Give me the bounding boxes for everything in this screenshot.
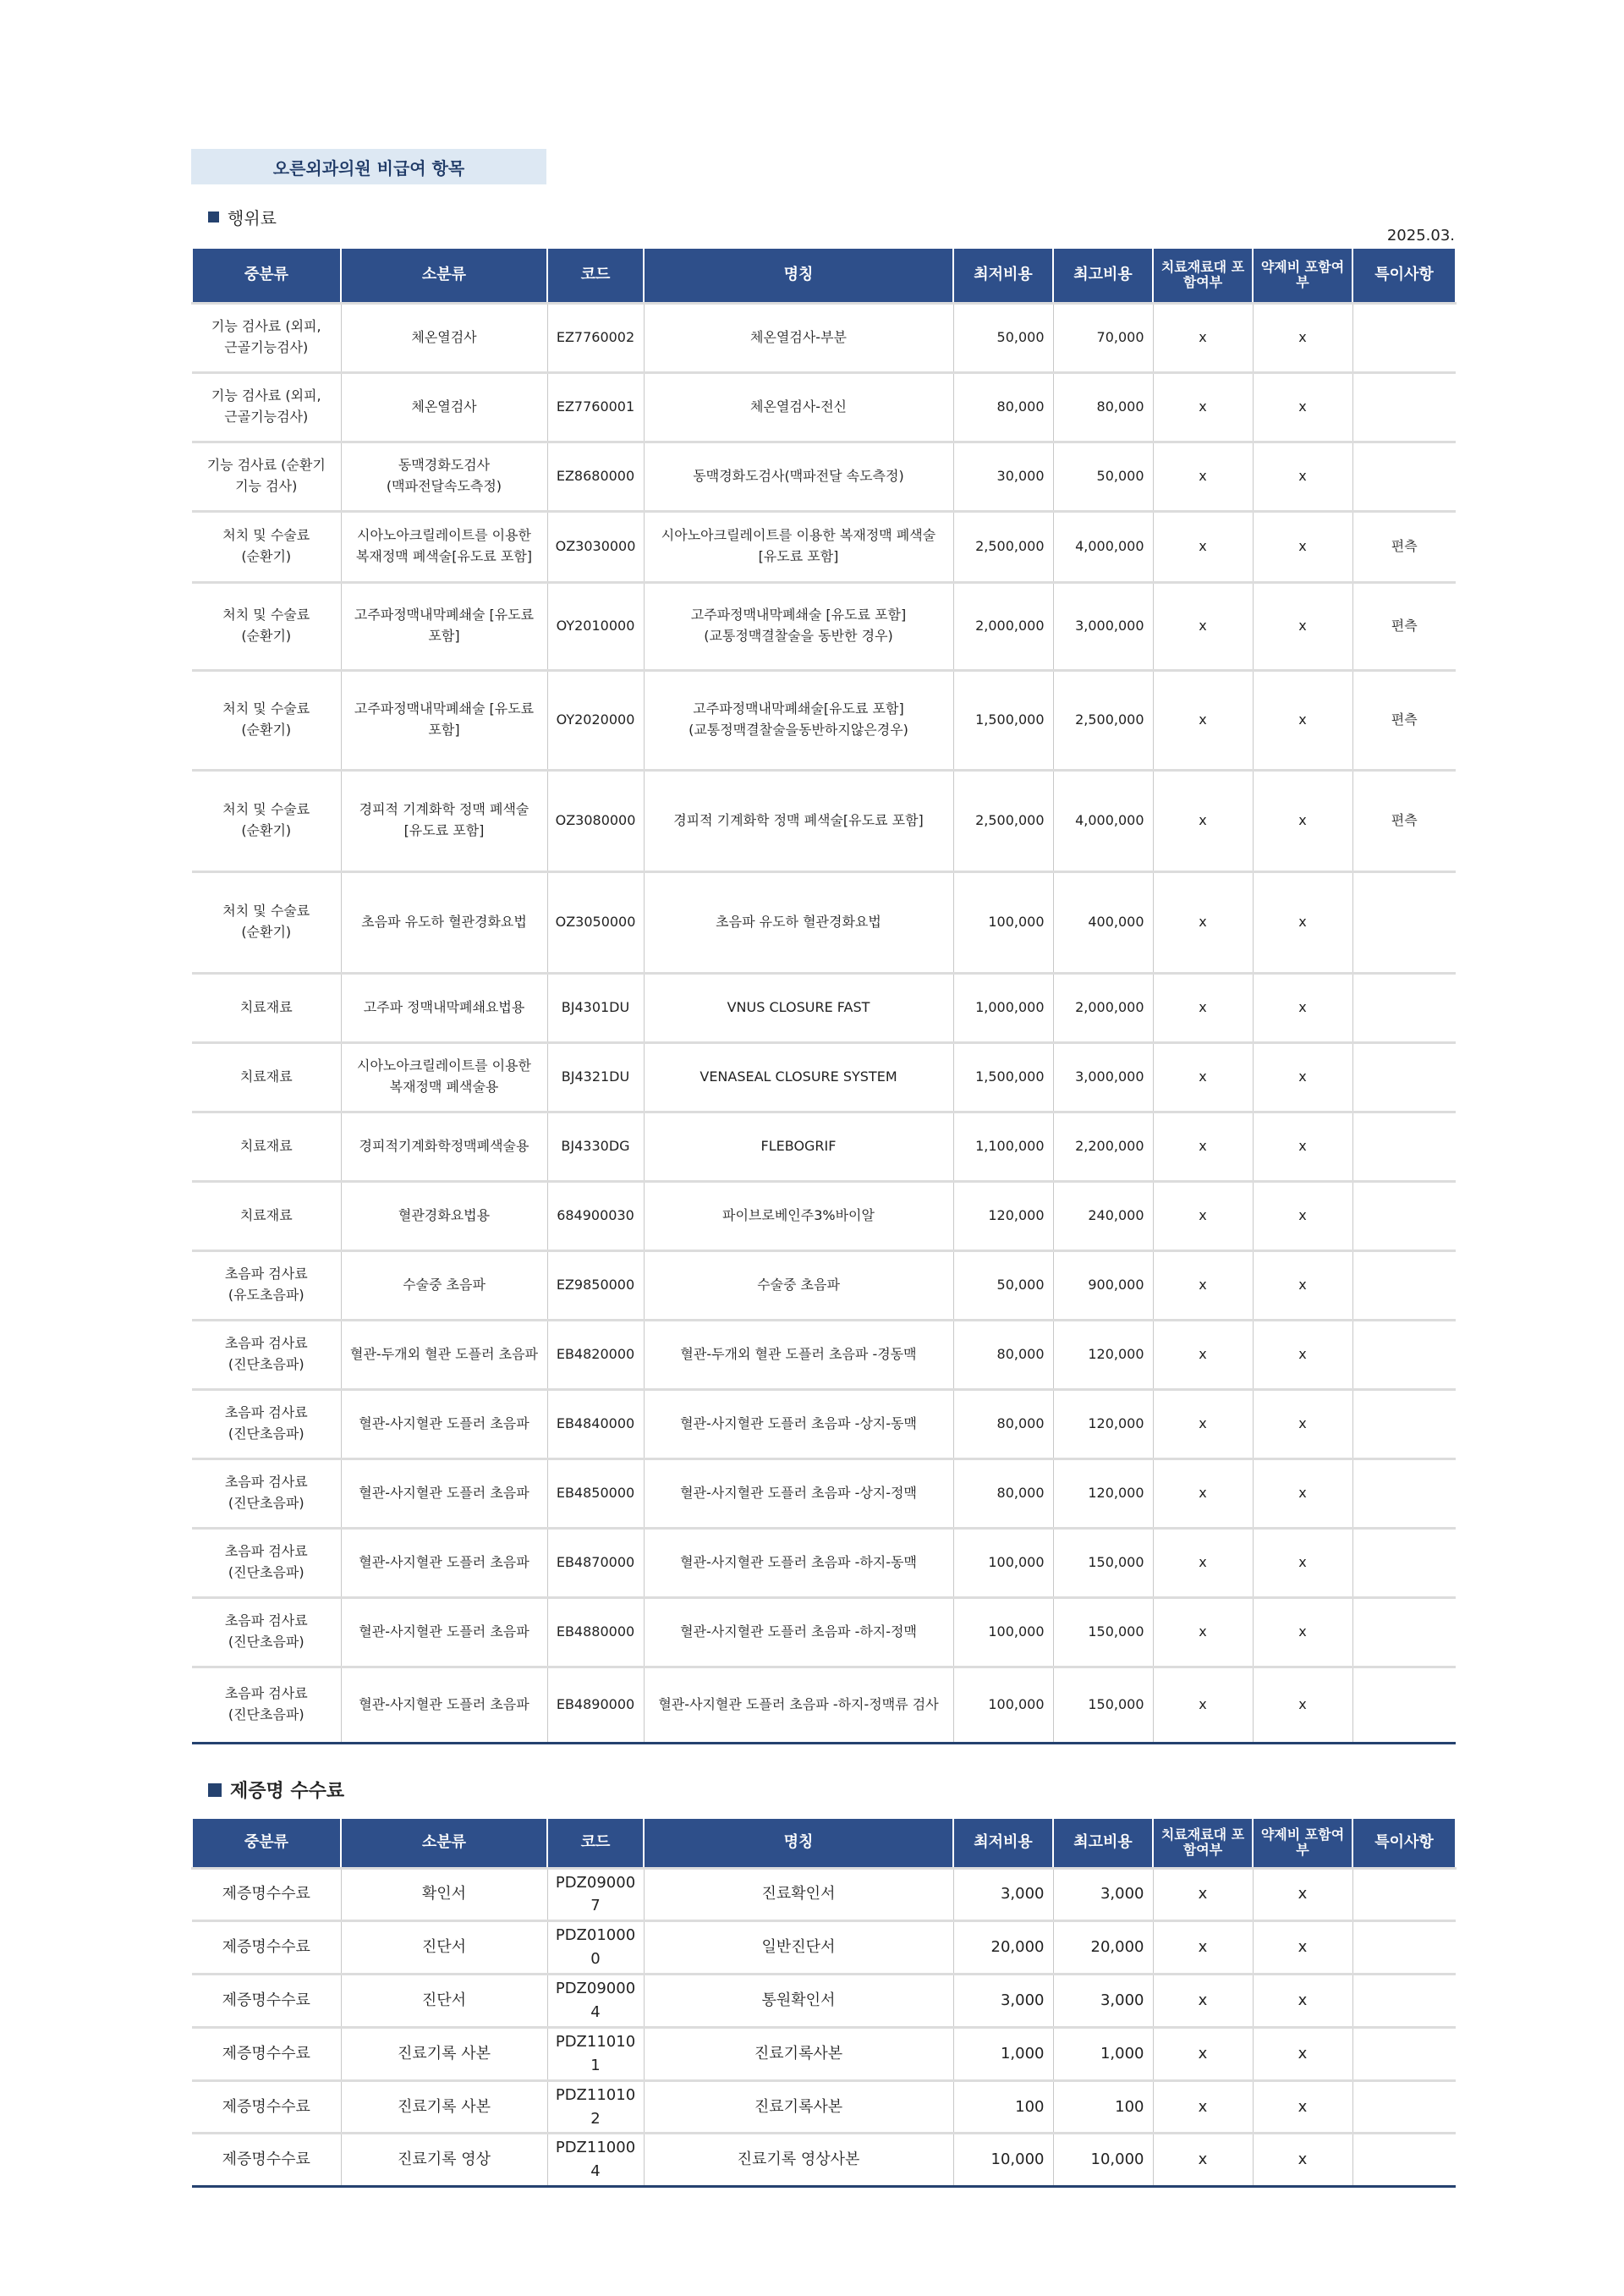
- max-cost-cell: 20,000: [1053, 1921, 1153, 1975]
- remarks-cell: [1352, 1975, 1456, 2028]
- code-cell: EZ7760001: [547, 372, 644, 442]
- min-cost-cell: 100,000: [953, 871, 1053, 973]
- max-cost-cell: 120,000: [1053, 1320, 1153, 1389]
- max-cost-cell: 10,000: [1053, 2134, 1153, 2187]
- category-cell: 처치 및 수술료 (순환기): [192, 770, 341, 871]
- code-cell: OZ3030000: [547, 511, 644, 582]
- name-cell: 혈관-사지혈관 도플러 초음파 -상지-정맥: [644, 1458, 953, 1528]
- drug-included-cell: x: [1253, 372, 1352, 442]
- material-included-cell: x: [1153, 372, 1253, 442]
- drug-included-cell: x: [1253, 1975, 1352, 2028]
- table-row: [192, 303, 1456, 372]
- material-included-cell: x: [1153, 1975, 1253, 2028]
- subcategory-cell: 혈관경화요법용: [341, 1181, 547, 1250]
- drug-included-cell: x: [1253, 1597, 1352, 1667]
- table-row: [192, 1112, 1456, 1181]
- drug-included-cell: x: [1253, 442, 1352, 511]
- material-included-cell: x: [1153, 871, 1253, 973]
- subcategory-cell: 고주파정맥내막폐쇄술 [유도료 포함]: [341, 670, 547, 770]
- document-date: 2025.03.: [1386, 227, 1455, 244]
- category-cell: 처치 및 수술료 (순환기): [192, 582, 341, 670]
- code-cell: EB4850000: [547, 1458, 644, 1528]
- remarks-cell: [1352, 1921, 1456, 1975]
- category-cell: 기능 검사료 (외피, 근골기능검사): [192, 303, 341, 372]
- max-cost-cell: 150,000: [1053, 1528, 1153, 1597]
- max-cost-cell: 3,000,000: [1053, 1042, 1153, 1112]
- drug-included-cell: x: [1253, 770, 1352, 871]
- min-cost-cell: 2,500,000: [953, 770, 1053, 871]
- min-cost-cell: 1,100,000: [953, 1112, 1053, 1181]
- subcategory-cell: 동맥경화도검사 (맥파전달속도측정): [341, 442, 547, 511]
- drug-included-cell: x: [1253, 1667, 1352, 1743]
- material-included-cell: x: [1153, 303, 1253, 372]
- category-cell: 처치 및 수술료 (순환기): [192, 511, 341, 582]
- category-cell: 처치 및 수술료 (순환기): [192, 670, 341, 770]
- table-body: [192, 303, 1456, 1743]
- material-included-cell: x: [1153, 2080, 1253, 2134]
- table-row: [192, 770, 1456, 871]
- max-cost-cell: 120,000: [1053, 1458, 1153, 1528]
- col-header-code: 코드: [547, 249, 644, 303]
- table-header-row: [192, 249, 1456, 303]
- subcategory-cell: 진료기록 사본: [341, 2027, 547, 2080]
- square-bullet-icon: [208, 1783, 222, 1797]
- min-cost-cell: 100,000: [953, 1667, 1053, 1743]
- code-cell: BJ4301DU: [547, 973, 644, 1042]
- table-row: [192, 670, 1456, 770]
- name-cell: 수술중 초음파: [644, 1250, 953, 1320]
- table-body: [192, 1868, 1456, 2187]
- category-cell: 기능 검사료 (외피, 근골기능검사): [192, 372, 341, 442]
- drug-included-cell: x: [1253, 1320, 1352, 1389]
- col-header-material-included: 치료재료대 포함여부: [1153, 1819, 1253, 1868]
- col-header-remarks: 특이사항: [1352, 1819, 1456, 1868]
- max-cost-cell: 2,000,000: [1053, 973, 1153, 1042]
- code-cell: BJ4330DG: [547, 1112, 644, 1181]
- name-cell: VENASEAL CLOSURE SYSTEM: [644, 1042, 953, 1112]
- min-cost-cell: 20,000: [953, 1921, 1053, 1975]
- material-included-cell: x: [1153, 1320, 1253, 1389]
- table-row: [192, 1667, 1456, 1743]
- table-row: [192, 973, 1456, 1042]
- col-header-name: 명칭: [644, 249, 953, 303]
- drug-included-cell: x: [1253, 973, 1352, 1042]
- name-cell: 혈관-사지혈관 도플러 초음파 -하지-동맥: [644, 1528, 953, 1597]
- max-cost-cell: 2,500,000: [1053, 670, 1153, 770]
- code-cell: OZ3050000: [547, 871, 644, 973]
- category-cell: 제증명수수료: [192, 2027, 341, 2080]
- table-row: [192, 1320, 1456, 1389]
- remarks-cell: [1352, 1181, 1456, 1250]
- subcategory-cell: 경피적 기계화학 정맥 폐색술[유도료 포함]: [341, 770, 547, 871]
- table-row: [192, 871, 1456, 973]
- col-header-category: 중분류: [192, 1819, 341, 1868]
- subcategory-cell: 혈관-사지혈관 도플러 초음파: [341, 1458, 547, 1528]
- code-cell: EB4820000: [547, 1320, 644, 1389]
- material-included-cell: x: [1153, 1458, 1253, 1528]
- min-cost-cell: 10,000: [953, 2134, 1053, 2187]
- code-cell: PDZ090007: [547, 1868, 644, 1921]
- name-cell: 체온열검사-부분: [644, 303, 953, 372]
- remarks-cell: [1352, 442, 1456, 511]
- table-row: [192, 1250, 1456, 1320]
- min-cost-cell: 100: [953, 2080, 1053, 2134]
- subcategory-cell: 체온열검사: [341, 303, 547, 372]
- max-cost-cell: 150,000: [1053, 1597, 1153, 1667]
- drug-included-cell: x: [1253, 1921, 1352, 1975]
- material-included-cell: x: [1153, 1921, 1253, 1975]
- remarks-cell: [1352, 871, 1456, 973]
- max-cost-cell: 4,000,000: [1053, 511, 1153, 582]
- table-row: [192, 1597, 1456, 1667]
- category-cell: 기능 검사료 (순환기 기능 검사): [192, 442, 341, 511]
- subcategory-cell: 시아노아크릴레이트를 이용한 복재정맥 폐색술용: [341, 1042, 547, 1112]
- drug-included-cell: x: [1253, 1458, 1352, 1528]
- name-cell: 혈관-사지혈관 도플러 초음파 -하지-정맥: [644, 1597, 953, 1667]
- procedure-fee-table: [191, 249, 1457, 1744]
- subcategory-cell: 혈관-두개외 혈관 도플러 초음파: [341, 1320, 547, 1389]
- max-cost-cell: 1,000: [1053, 2027, 1153, 2080]
- subcategory-cell: 혈관-사지혈관 도플러 초음파: [341, 1597, 547, 1667]
- remarks-cell: [1352, 1868, 1456, 1921]
- code-cell: EZ8680000: [547, 442, 644, 511]
- subcategory-cell: 진단서: [341, 1975, 547, 2028]
- page-title: 오른외과의원 비급여 항목: [191, 149, 546, 184]
- col-header-subcategory: 소분류: [341, 249, 547, 303]
- table-row: [192, 1975, 1456, 2028]
- max-cost-cell: 240,000: [1053, 1181, 1153, 1250]
- subcategory-cell: 진단서: [341, 1921, 547, 1975]
- col-header-subcategory: 소분류: [341, 1819, 547, 1868]
- table-row: [192, 2134, 1456, 2187]
- min-cost-cell: 100,000: [953, 1528, 1053, 1597]
- max-cost-cell: 3,000: [1053, 1975, 1153, 2028]
- category-cell: 치료재료: [192, 1181, 341, 1250]
- category-cell: 치료재료: [192, 973, 341, 1042]
- drug-included-cell: x: [1253, 871, 1352, 973]
- table-row: [192, 582, 1456, 670]
- col-header-max-cost: 최고비용: [1053, 249, 1153, 303]
- code-cell: EB4880000: [547, 1597, 644, 1667]
- certificate-fee-table: [191, 1819, 1457, 2188]
- min-cost-cell: 2,500,000: [953, 511, 1053, 582]
- code-cell: PDZ110101: [547, 2027, 644, 2080]
- max-cost-cell: 100: [1053, 2080, 1153, 2134]
- name-cell: 초음파 유도하 혈관경화요법: [644, 871, 953, 973]
- category-cell: 제증명수수료: [192, 1921, 341, 1975]
- drug-included-cell: x: [1253, 511, 1352, 582]
- category-cell: 제증명수수료: [192, 2134, 341, 2187]
- table-row: [192, 1042, 1456, 1112]
- max-cost-cell: 400,000: [1053, 871, 1153, 973]
- name-cell: 일반진단서: [644, 1921, 953, 1975]
- min-cost-cell: 120,000: [953, 1181, 1053, 1250]
- subcategory-cell: 혈관-사지혈관 도플러 초음파: [341, 1528, 547, 1597]
- col-header-drug-included: 약제비 포함여부: [1253, 249, 1352, 303]
- code-cell: OY2010000: [547, 582, 644, 670]
- name-cell: 고주파정맥내막폐쇄술[유도료 포함](교통정맥결찰술을동반하지않은경우): [644, 670, 953, 770]
- material-included-cell: x: [1153, 770, 1253, 871]
- material-included-cell: x: [1153, 1250, 1253, 1320]
- name-cell: 고주파정맥내막폐쇄술 [유도료 포함](교통정맥결찰술을 동반한 경우): [644, 582, 953, 670]
- table-row: [192, 2080, 1456, 2134]
- table-row: [192, 2027, 1456, 2080]
- remarks-cell: [1352, 1042, 1456, 1112]
- material-included-cell: x: [1153, 1389, 1253, 1458]
- category-cell: 초음파 검사료 (진단초음파): [192, 1389, 341, 1458]
- max-cost-cell: 80,000: [1053, 372, 1153, 442]
- material-included-cell: x: [1153, 1528, 1253, 1597]
- name-cell: 혈관-두개외 혈관 도플러 초음파 -경동맥: [644, 1320, 953, 1389]
- code-cell: EB4890000: [547, 1667, 644, 1743]
- remarks-cell: [1352, 1667, 1456, 1743]
- min-cost-cell: 3,000: [953, 1868, 1053, 1921]
- subcategory-cell: 고주파정맥내막폐쇄술 [유도료 포함]: [341, 582, 547, 670]
- col-header-remarks: 특이사항: [1352, 249, 1456, 303]
- max-cost-cell: 150,000: [1053, 1667, 1153, 1743]
- subcategory-cell: 초음파 유도하 혈관경화요법: [341, 871, 547, 973]
- category-cell: 초음파 검사료 (진단초음파): [192, 1528, 341, 1597]
- drug-included-cell: x: [1253, 1250, 1352, 1320]
- min-cost-cell: 100,000: [953, 1597, 1053, 1667]
- name-cell: 혈관-사지혈관 도플러 초음파 -상지-동맥: [644, 1389, 953, 1458]
- remarks-cell: [1352, 2027, 1456, 2080]
- code-cell: OY2020000: [547, 670, 644, 770]
- name-cell: 시아노아크릴레이트를 이용한 복재정맥 폐색술 [유도료 포함]: [644, 511, 953, 582]
- name-cell: 파이브로베인주3%바이알: [644, 1181, 953, 1250]
- remarks-cell: 편측: [1352, 511, 1456, 582]
- remarks-cell: [1352, 973, 1456, 1042]
- material-included-cell: x: [1153, 2134, 1253, 2187]
- drug-included-cell: x: [1253, 2080, 1352, 2134]
- material-included-cell: x: [1153, 1597, 1253, 1667]
- col-header-category: 중분류: [192, 249, 341, 303]
- section-label: 행위료: [228, 208, 277, 228]
- table-row: [192, 511, 1456, 582]
- material-included-cell: x: [1153, 511, 1253, 582]
- material-included-cell: x: [1153, 1042, 1253, 1112]
- drug-included-cell: x: [1253, 1042, 1352, 1112]
- subcategory-cell: 경피적기계화학정맥폐색술용: [341, 1112, 547, 1181]
- material-included-cell: x: [1153, 442, 1253, 511]
- remarks-cell: 편측: [1352, 670, 1456, 770]
- table-row: [192, 442, 1456, 511]
- remarks-cell: [1352, 1389, 1456, 1458]
- table-row: [192, 372, 1456, 442]
- drug-included-cell: x: [1253, 582, 1352, 670]
- code-cell: EZ9850000: [547, 1250, 644, 1320]
- category-cell: 치료재료: [192, 1112, 341, 1181]
- category-cell: 초음파 검사료 (진단초음파): [192, 1320, 341, 1389]
- table-row: [192, 1389, 1456, 1458]
- name-cell: FLEBOGRIF: [644, 1112, 953, 1181]
- subcategory-cell: 확인서: [341, 1868, 547, 1921]
- code-cell: PDZ110004: [547, 2134, 644, 2187]
- subcategory-cell: 고주파 정맥내막폐쇄요법용: [341, 973, 547, 1042]
- drug-included-cell: x: [1253, 2134, 1352, 2187]
- drug-included-cell: x: [1253, 1181, 1352, 1250]
- min-cost-cell: 3,000: [953, 1975, 1053, 2028]
- table-row: [192, 1868, 1456, 1921]
- subcategory-cell: 시아노아크릴레이트를 이용한 복재정맥 폐색술[유도료 포함]: [341, 511, 547, 582]
- category-cell: 처치 및 수술료 (순환기): [192, 871, 341, 973]
- col-header-min-cost: 최저비용: [953, 249, 1053, 303]
- min-cost-cell: 1,500,000: [953, 1042, 1053, 1112]
- material-included-cell: x: [1153, 670, 1253, 770]
- category-cell: 제증명수수료: [192, 2080, 341, 2134]
- material-included-cell: x: [1153, 1667, 1253, 1743]
- code-cell: PDZ010000: [547, 1921, 644, 1975]
- material-included-cell: x: [1153, 1112, 1253, 1181]
- subcategory-cell: 혈관-사지혈관 도플러 초음파: [341, 1667, 547, 1743]
- min-cost-cell: 80,000: [953, 1389, 1053, 1458]
- min-cost-cell: 50,000: [953, 1250, 1053, 1320]
- max-cost-cell: 4,000,000: [1053, 770, 1153, 871]
- code-cell: 684900030: [547, 1181, 644, 1250]
- category-cell: 초음파 검사료 (진단초음파): [192, 1458, 341, 1528]
- material-included-cell: x: [1153, 1868, 1253, 1921]
- material-included-cell: x: [1153, 2027, 1253, 2080]
- remarks-cell: [1352, 372, 1456, 442]
- remarks-cell: [1352, 1112, 1456, 1181]
- max-cost-cell: 900,000: [1053, 1250, 1153, 1320]
- remarks-cell: [1352, 2134, 1456, 2187]
- min-cost-cell: 80,000: [953, 372, 1053, 442]
- remarks-cell: [1352, 1458, 1456, 1528]
- drug-included-cell: x: [1253, 2027, 1352, 2080]
- name-cell: 진료기록사본: [644, 2080, 953, 2134]
- table-row: [192, 1528, 1456, 1597]
- code-cell: PDZ090004: [547, 1975, 644, 2028]
- subcategory-cell: 진료기록 사본: [341, 2080, 547, 2134]
- name-cell: 진료기록 영상사본: [644, 2134, 953, 2187]
- code-cell: BJ4321DU: [547, 1042, 644, 1112]
- drug-included-cell: x: [1253, 1389, 1352, 1458]
- name-cell: 경피적 기계화학 정맥 폐색술[유도료 포함]: [644, 770, 953, 871]
- category-cell: 제증명수수료: [192, 1975, 341, 2028]
- subcategory-cell: 체온열검사: [341, 372, 547, 442]
- max-cost-cell: 3,000,000: [1053, 582, 1153, 670]
- max-cost-cell: 2,200,000: [1053, 1112, 1153, 1181]
- remarks-cell: [1352, 1320, 1456, 1389]
- section-heading-certificate-fees: [208, 1777, 344, 1803]
- remarks-cell: [1352, 1528, 1456, 1597]
- col-header-max-cost: 최고비용: [1053, 1819, 1153, 1868]
- section-label: 제증명 수수료: [230, 1781, 345, 1802]
- drug-included-cell: x: [1253, 1528, 1352, 1597]
- remarks-cell: [1352, 2080, 1456, 2134]
- code-cell: PDZ110102: [547, 2080, 644, 2134]
- col-header-drug-included: 약제비 포함여부: [1253, 1819, 1352, 1868]
- category-cell: 제증명수수료: [192, 1868, 341, 1921]
- table-header-row: [192, 1819, 1456, 1868]
- remarks-cell: 편측: [1352, 582, 1456, 670]
- min-cost-cell: 80,000: [953, 1320, 1053, 1389]
- table-row: [192, 1458, 1456, 1528]
- category-cell: 치료재료: [192, 1042, 341, 1112]
- section-heading-procedure-fees: [208, 205, 277, 229]
- drug-included-cell: x: [1253, 670, 1352, 770]
- remarks-cell: [1352, 1597, 1456, 1667]
- code-cell: OZ3080000: [547, 770, 644, 871]
- subcategory-cell: 진료기록 영상: [341, 2134, 547, 2187]
- subcategory-cell: 혈관-사지혈관 도플러 초음파: [341, 1389, 547, 1458]
- name-cell: 동맥경화도검사(맥파전달 속도측정): [644, 442, 953, 511]
- col-header-min-cost: 최저비용: [953, 1819, 1053, 1868]
- category-cell: 초음파 검사료 (진단초음파): [192, 1667, 341, 1743]
- min-cost-cell: 1,500,000: [953, 670, 1053, 770]
- category-cell: 초음파 검사료 (유도초음파): [192, 1250, 341, 1320]
- name-cell: 체온열검사-전신: [644, 372, 953, 442]
- subcategory-cell: 수술중 초음파: [341, 1250, 547, 1320]
- table-row: [192, 1921, 1456, 1975]
- min-cost-cell: 2,000,000: [953, 582, 1053, 670]
- code-cell: EZ7760002: [547, 303, 644, 372]
- drug-included-cell: x: [1253, 1868, 1352, 1921]
- category-cell: 초음파 검사료 (진단초음파): [192, 1597, 341, 1667]
- drug-included-cell: x: [1253, 1112, 1352, 1181]
- max-cost-cell: 70,000: [1053, 303, 1153, 372]
- name-cell: 혈관-사지혈관 도플러 초음파 -하지-정맥류 검사: [644, 1667, 953, 1743]
- min-cost-cell: 80,000: [953, 1458, 1053, 1528]
- min-cost-cell: 50,000: [953, 303, 1053, 372]
- material-included-cell: x: [1153, 1181, 1253, 1250]
- min-cost-cell: 1,000: [953, 2027, 1053, 2080]
- code-cell: EB4840000: [547, 1389, 644, 1458]
- square-bullet-icon: [208, 211, 219, 222]
- name-cell: VNUS CLOSURE FAST: [644, 973, 953, 1042]
- col-header-material-included: 치료재료대 포함여부: [1153, 249, 1253, 303]
- min-cost-cell: 1,000,000: [953, 973, 1053, 1042]
- material-included-cell: x: [1153, 582, 1253, 670]
- remarks-cell: 편측: [1352, 770, 1456, 871]
- drug-included-cell: x: [1253, 303, 1352, 372]
- min-cost-cell: 30,000: [953, 442, 1053, 511]
- max-cost-cell: 50,000: [1053, 442, 1153, 511]
- material-included-cell: x: [1153, 973, 1253, 1042]
- max-cost-cell: 120,000: [1053, 1389, 1153, 1458]
- table-row: [192, 1181, 1456, 1250]
- col-header-name: 명칭: [644, 1819, 953, 1868]
- name-cell: 진료기록사본: [644, 2027, 953, 2080]
- remarks-cell: [1352, 1250, 1456, 1320]
- code-cell: EB4870000: [547, 1528, 644, 1597]
- name-cell: 통원확인서: [644, 1975, 953, 2028]
- col-header-code: 코드: [547, 1819, 644, 1868]
- remarks-cell: [1352, 303, 1456, 372]
- name-cell: 진료확인서: [644, 1868, 953, 1921]
- max-cost-cell: 3,000: [1053, 1868, 1153, 1921]
